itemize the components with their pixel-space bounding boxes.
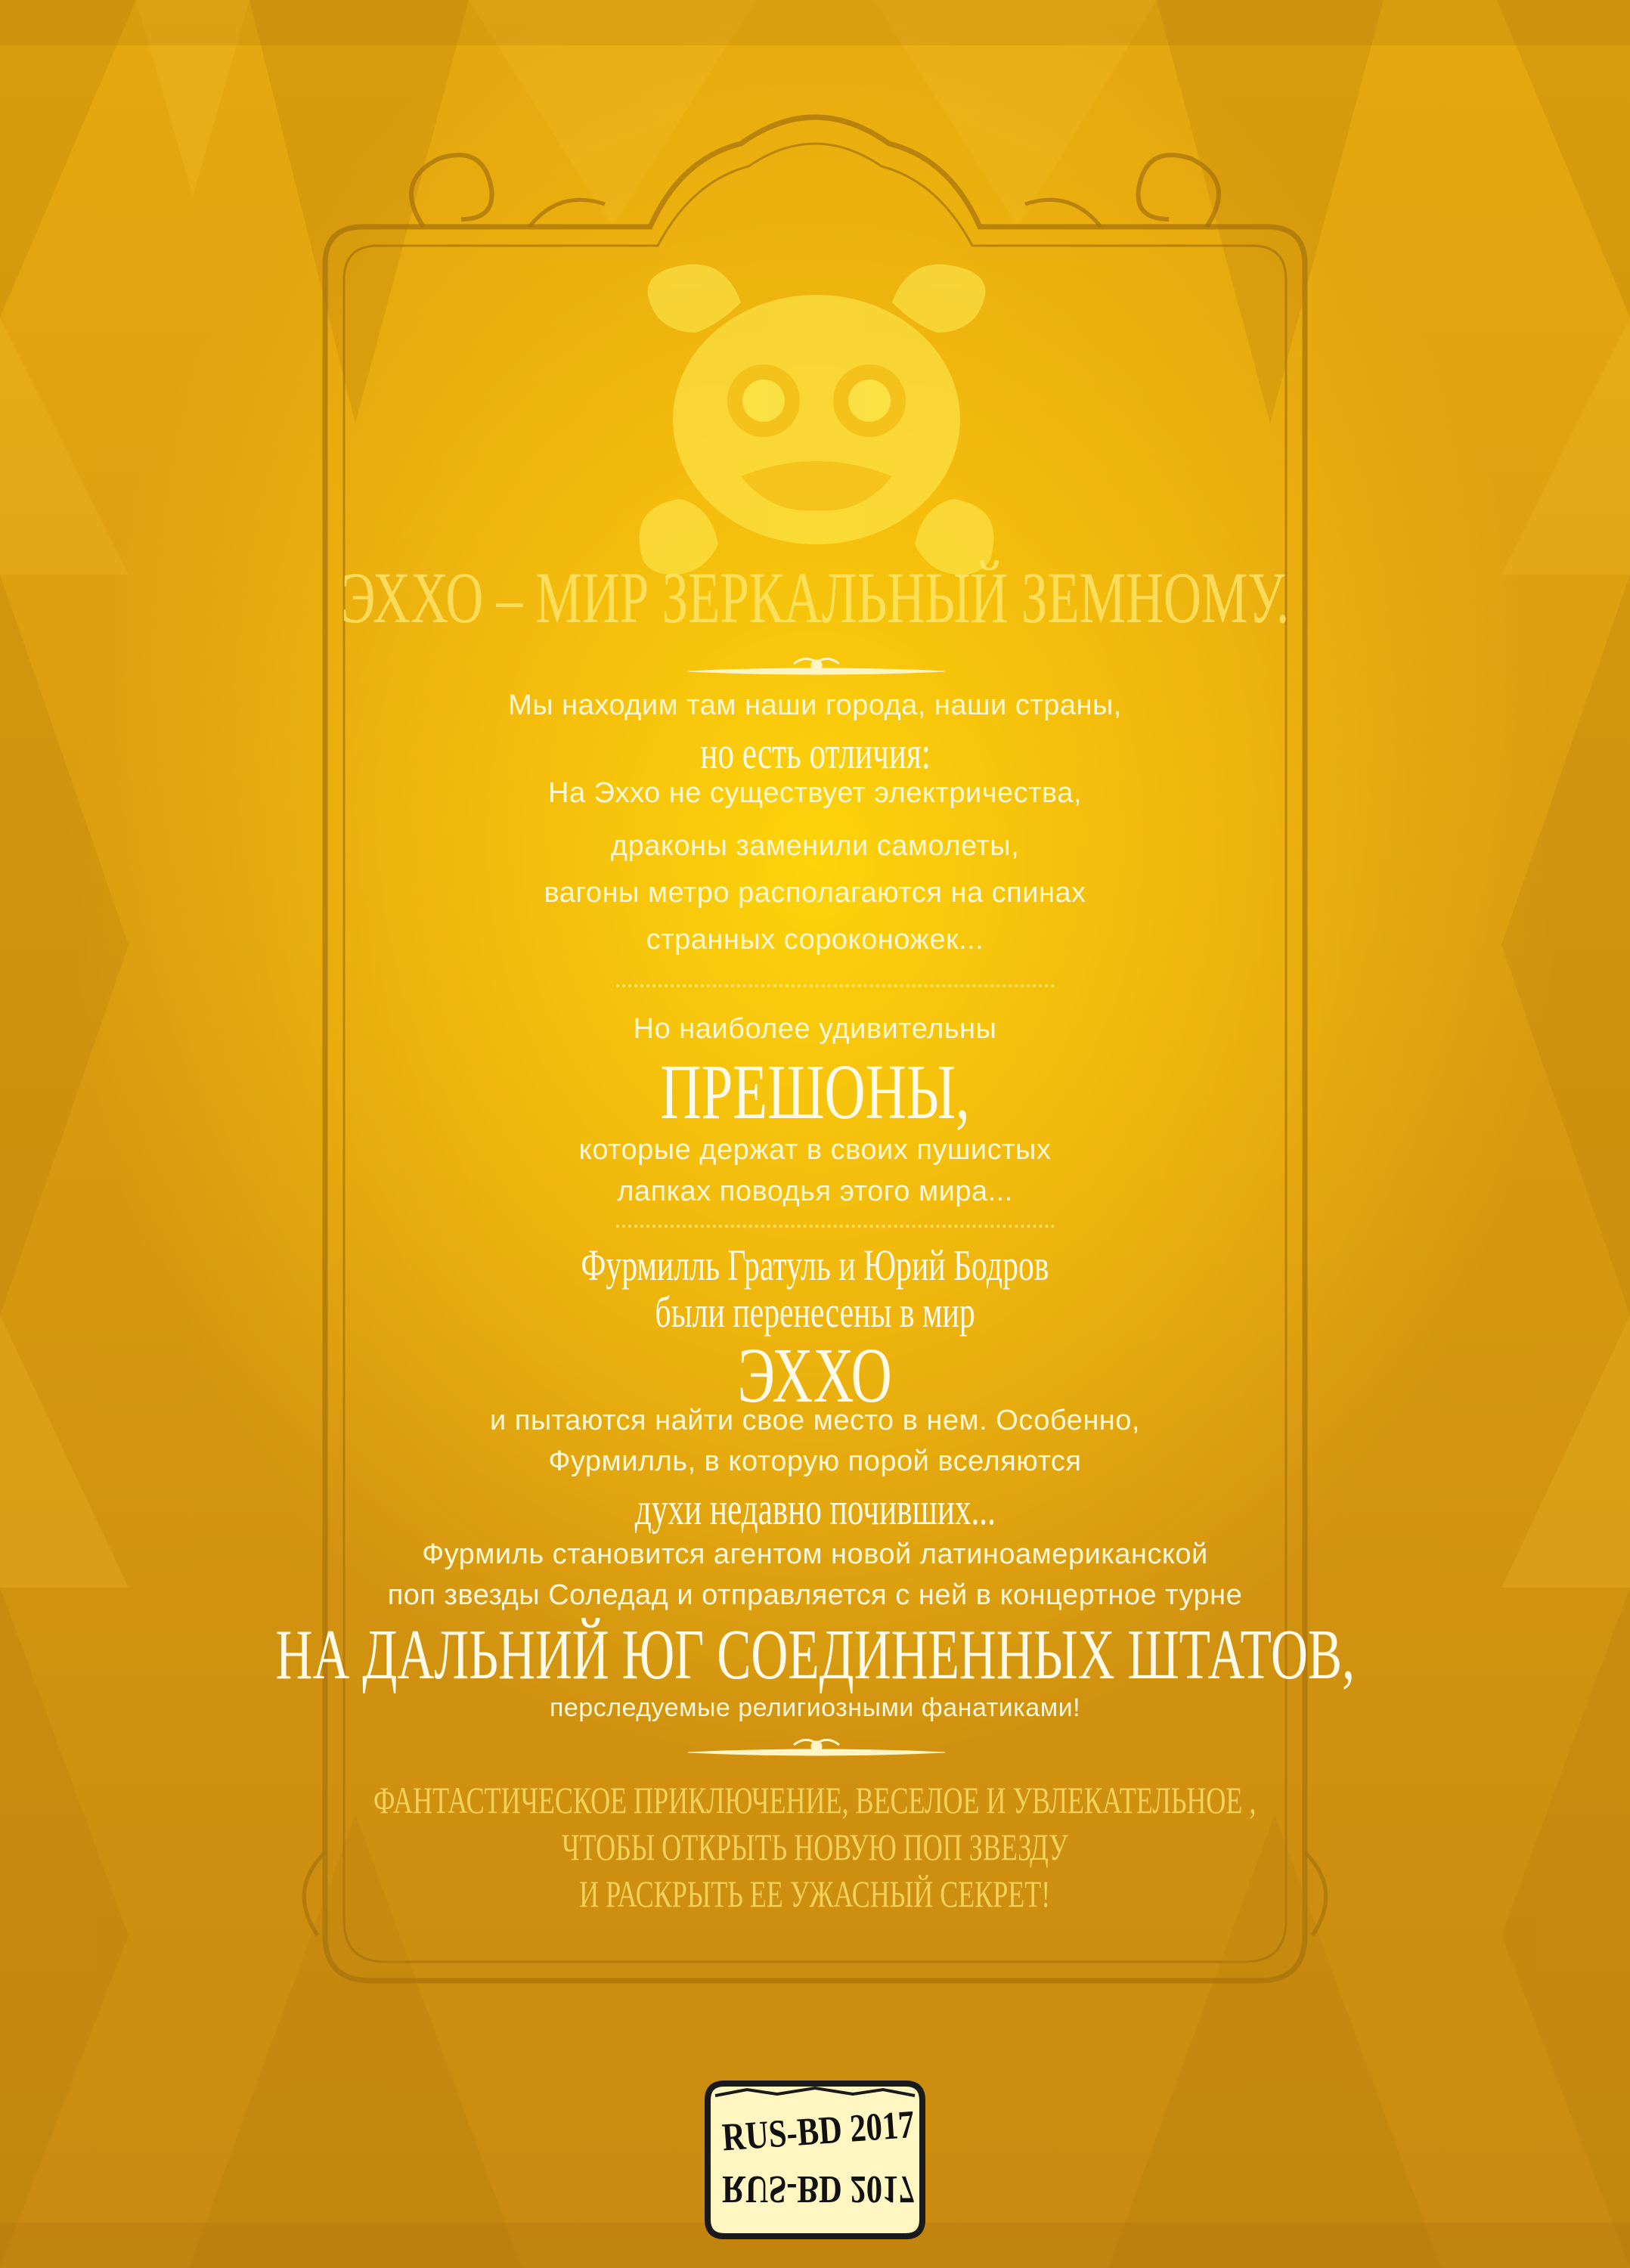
stamp-mirrored-text: RUS-BD 2017 [722,2167,915,2211]
heading-line [0,556,1630,640]
story-line-3: и пытаются найти свое место в нем. Особенно, [490,1405,1140,1436]
story-line-7: поп звезды Соледад и отправляется с ней в концертное турне [387,1579,1243,1611]
story-line-6: Фурмиль становится агентом новой латиноамериканской [422,1538,1208,1570]
tagline-line-1-wrap [0,1778,1630,1822]
story-line-5: духи недавно почивших... [634,1484,996,1534]
intro-line-1: Мы находим там наши города, наши страны, [508,689,1122,721]
preshons-line-2: которые держат в своих пушистых [578,1134,1052,1166]
story-line-2: были перенесены в мир [655,1287,975,1337]
story-line-1: Фурмилль Гратуль и Юрий Бодров [581,1241,1049,1290]
tagline-line-1: ФАНТАСТИЧЕСКОЕ ПРИКЛЮЧЕНИЕ, ВЕСЕЛОЕ И УВЛЕКАТЕЛЬНОЕ , [373,1779,1257,1821]
dotted-separator [616,1225,1055,1228]
preshons-line-3: лапках поводья этого мира... [617,1176,1013,1207]
stamp-text: RUS-BD 2017 [720,2102,916,2160]
story-line-8: НА ДАЛЬНИЙ ЮГ СОЕДИНЕННЫХ ШТАТОВ, [275,1616,1355,1694]
story-line-2-wrap [0,1287,1630,1337]
preshons-title: ПРЕШОНЫ, [660,1049,970,1136]
intro-line-5: вагоны метро располагаются на спинах [544,877,1086,909]
rusbd-stamp [702,2077,928,2242]
tagline-line-3: И РАСКРЫТЬ ЕЕ УЖАСНЫЙ СЕКРЕТ! [579,1873,1051,1915]
intro-line-3: На Эххо не существует электричества, [548,777,1082,809]
stamp-badge [702,2077,928,2242]
dotted-separator [616,984,1055,987]
preshons-title-line [0,1047,1630,1137]
tagline-line-2-wrap [0,1825,1630,1869]
intro-line-2: но есть отличия: [699,728,931,778]
intro-highlight-line [0,727,1630,779]
ornament-divider [680,655,953,685]
story-line-8-wrap [0,1614,1630,1696]
prechon-creature-icon [612,257,1021,597]
story-line-1-wrap [0,1240,1630,1290]
heading: ЭХХО – МИР ЗЕРКАЛЬНЫЙ ЗЕМНОМУ. [340,557,1290,638]
story-line-5-wrap [0,1483,1630,1535]
story-line-9: перследуемые религиозными фанатиками! [549,1693,1081,1722]
ornament-divider [680,1736,953,1766]
intro-line-4: драконы заменили самолеты, [610,830,1020,862]
story-title: ЭХХО [737,1332,893,1419]
tagline-line-2: ЧТОБЫ ОТКРЫТЬ НОВУЮ ПОП ЗВЕЗДУ [562,1826,1068,1868]
intro-line-6: странных сороконожек... [646,924,984,956]
preshons-line-1: Но наиболее удивительны [633,1013,997,1045]
tagline-line-3-wrap [0,1872,1630,1916]
story-line-4: Фурмилль, в которую порой вселяются [548,1445,1082,1477]
